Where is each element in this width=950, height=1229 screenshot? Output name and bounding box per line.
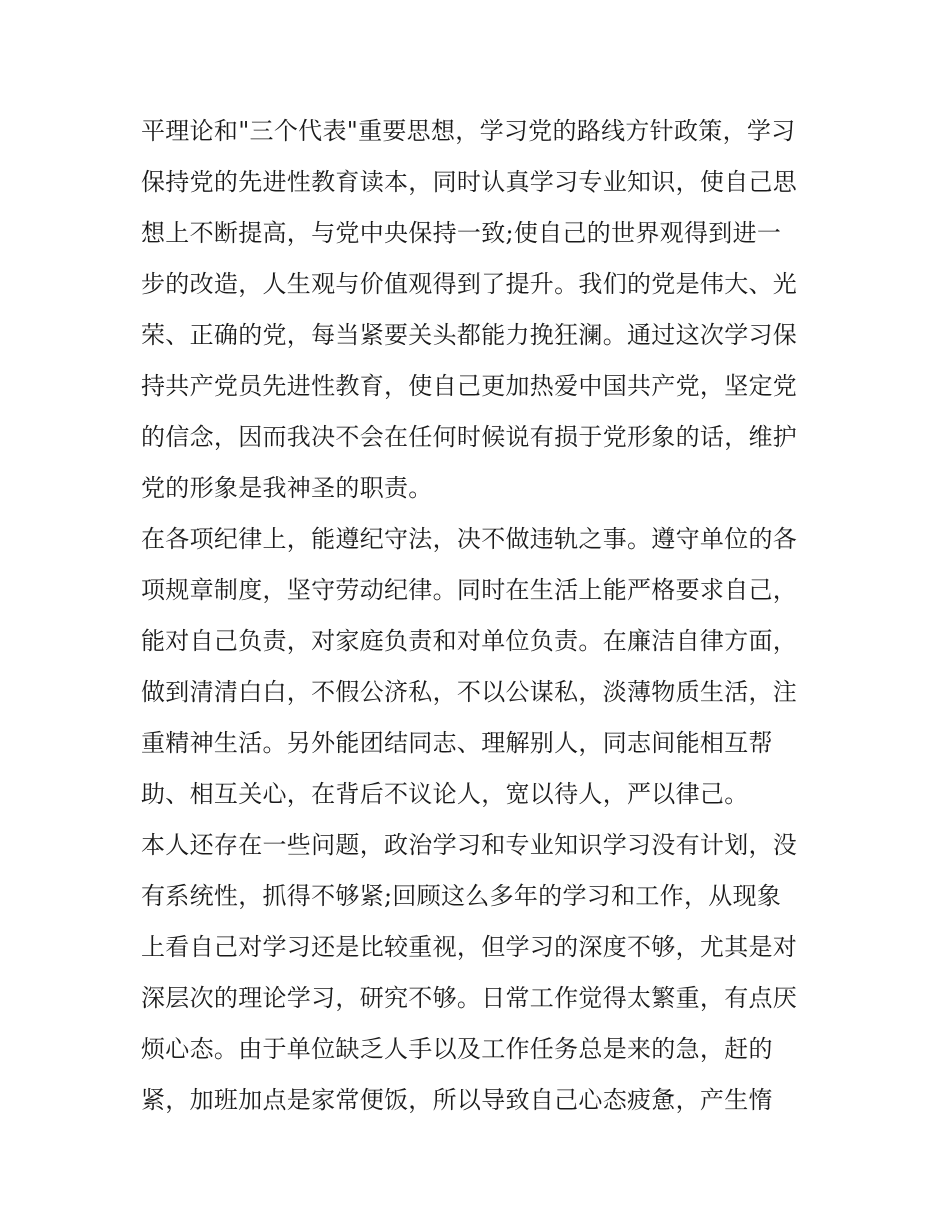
text-line: 助、相互关心，在背后不议论人，宽以待人，严以律己。 xyxy=(141,780,749,808)
text-line: 在各项纪律上，能遵纪守法，决不做违轨之事。遵守单位的各 xyxy=(141,525,798,553)
text-line: 能对自己负责，对家庭负责和对单位负责。在廉洁自律方面， xyxy=(141,627,798,655)
text-line: 做到清清白白，不假公济私，不以公谋私，淡薄物质生活，注 xyxy=(141,678,798,706)
text-line: 平理论和"三个代表"重要思想，学习党的路线方针政策，学习 xyxy=(141,117,796,145)
text-line: 党的形象是我神圣的职责。 xyxy=(141,474,433,502)
text-line: 上看自己对学习还是比较重视，但学习的深度不够，尤其是对 xyxy=(141,933,798,961)
text-line: 想上不断提高，与党中央保持一致;使自己的世界观得到进一 xyxy=(141,219,782,247)
text-line: 持共产党员先进性教育，使自己更加热爱中国共产党，坚定党 xyxy=(141,372,798,400)
text-line: 深层次的理论学习，研究不够。日常工作觉得太繁重，有点厌 xyxy=(141,984,798,1012)
text-line: 项规章制度，坚守劳动纪律。同时在生活上能严格要求自己， xyxy=(141,576,798,604)
text-line: 紧，加班加点是家常便饭，所以导致自己心态疲惫，产生惰 xyxy=(141,1086,773,1114)
text-line: 重精神生活。另外能团结同志、理解别人，同志间能相互帮 xyxy=(141,729,773,757)
text-line: 荣、正确的党，每当紧要关头都能力挽狂澜。通过这次学习保 xyxy=(141,321,798,349)
text-line: 本人还存在一些问题，政治学习和专业知识学习没有计划，没 xyxy=(141,831,798,859)
text-line: 保持党的先进性教育读本，同时认真学习专业知识，使自己思 xyxy=(141,168,798,196)
text-line: 有系统性，抓得不够紧;回顾这么多年的学习和工作，从现象 xyxy=(141,882,782,910)
text-line: 步的改造，人生观与价值观得到了提升。我们的党是伟大、光 xyxy=(141,270,798,298)
text-line: 的信念，因而我决不会在任何时候说有损于党形象的话，维护 xyxy=(141,423,798,451)
document-body xyxy=(141,106,821,1126)
text-line: 烦心态。由于单位缺乏人手以及工作任务总是来的急，赶的 xyxy=(141,1035,773,1063)
